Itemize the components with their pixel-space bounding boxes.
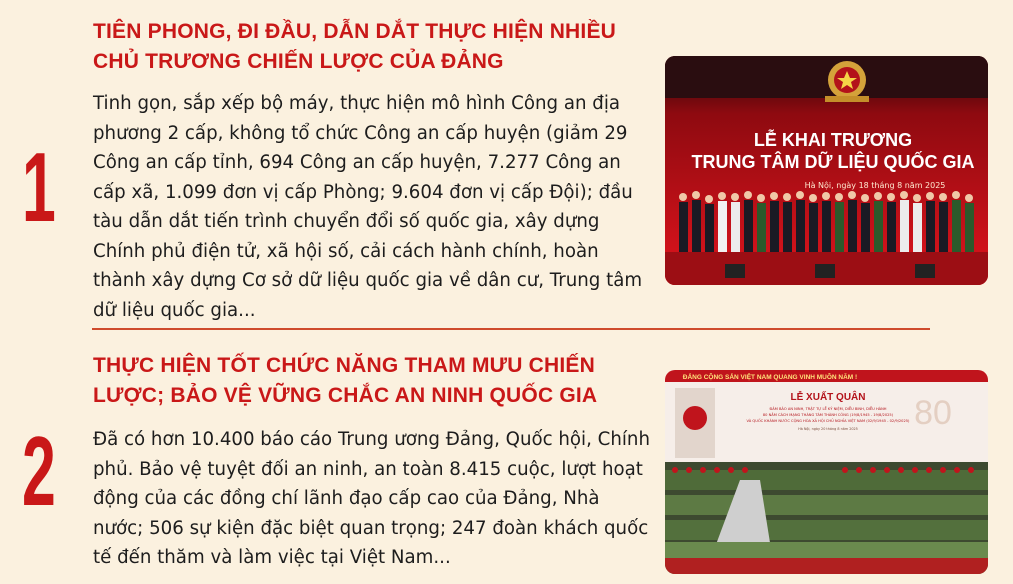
photo-caption-date: Hà Nội, ngày 20 tháng 8 năm 2025 (798, 427, 858, 431)
section-body: Đã có hơn 10.400 báo cáo Trung ương Đảng, Quốc hội, Chính phủ. Bảo vệ tuyệt đối an ninh, an toàn 8.415 cuộc, lượt hoạt động của các đồng chí lãnh đạo cấp cao của Đảng, Nhà nước; 506 sự kiện đặc biệt quan trọng; 247 đoàn khách quốc tế đến thăm và làm việc tại Việt Nam... (93, 429, 650, 568)
section-number: 2 (22, 416, 56, 526)
photo-emblem: 80 (914, 394, 952, 432)
photo-banner: ĐẢNG CỘNG SẢN VIỆT NAM QUANG VINH MUÔN NĂM ! (682, 374, 858, 381)
stage-illustration (665, 56, 988, 285)
photo-security-deployment (665, 370, 988, 574)
ceremony-illustration (665, 370, 988, 574)
section-title: THỰC HIỆN TỐT CHỨC NĂNG THAM MƯU CHIẾN LƯỢC; BẢO VỆ VỮNG CHẮC AN NINH QUỐC GIA (93, 354, 598, 407)
photo-caption-2: ĐẢM BẢO AN NINH, TRẬT TỰ LỄ KỶ NIỆM, DIỄU BINH, DIỄU HÀNH (769, 407, 887, 411)
photo-caption-2: TRUNG TÂM DỮ LIỆU QUỐC GIA (691, 152, 975, 172)
photo-caption-4: VÀ QUỐC KHÁNH NƯỚC CỘNG HÒA XÃ HỘI CHỦ NGHĨA VIỆT NAM (02/9/1945 - 02/9/2025) (746, 419, 910, 423)
photo-caption-1: LỄ XUẤT QUÂN (790, 392, 866, 403)
photo-caption-1: LỄ KHAI TRƯƠNG (753, 130, 913, 150)
photo-data-center-opening (665, 56, 988, 285)
section-body: Tinh gọn, sắp xếp bộ máy, thực hiện mô hình Công an địa phương 2 cấp, không tổ chức Công an cấp huyện (giảm 29 Công an cấp tỉnh, 694 Công an cấp huyện, 7.277 Công an cấp xã, 1.099 đơn vị cấp Phòng; 9.604 đơn vị cấp Đội); đầu tàu dẫn dắt tiến trình chuyển đổi số quốc gia, xây dựng Chính phủ điện tử, xã hội số, cải cách hành chính, hoàn thành xây dựng Cơ sở dữ liệu quốc gia về dân cư, Trung tâm dữ liệu quốc gia... (93, 93, 643, 321)
section-divider (92, 328, 930, 330)
photo-caption-3: 80 NĂM CÁCH MẠNG THÁNG TÁM THÀNH CÔNG (19/8/1945 - 19/8/2025) (762, 413, 894, 417)
photo-caption-date: Hà Nội, ngày 18 tháng 8 năm 2025 (804, 181, 946, 190)
section-title: TIÊN PHONG, ĐI ĐẦU, DẪN DẮT THỰC HIỆN NHIỀU CHỦ TRƯƠNG CHIẾN LƯỢC CỦA ĐẢNG (93, 20, 617, 73)
section-number: 1 (22, 132, 56, 242)
